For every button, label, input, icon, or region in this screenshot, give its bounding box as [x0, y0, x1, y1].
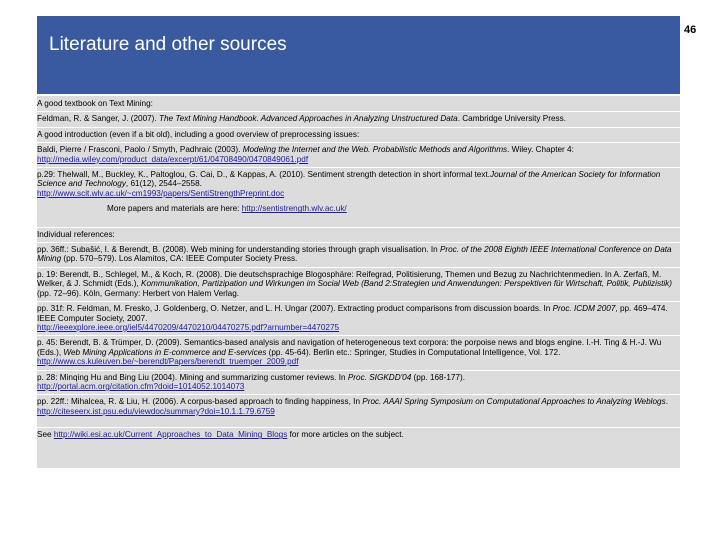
reference-text: pp. 36ff.: Subašić, I. & Berendt, B. (2008). Web mining for understanding stories through graph visualisation. In — [37, 245, 440, 255]
reference-link[interactable]: http://citeseerx.ist.psu.edu/viewdoc/summary?doi=10.1.1.79.6759 — [37, 406, 275, 416]
reference-baldi — [37, 144, 680, 166]
reference-berendt-2008 — [37, 269, 680, 300]
spacer — [37, 216, 680, 226]
reference-proceedings: Proc. SIGKDD'04 — [347, 372, 412, 382]
textbook-heading: A good textbook on Text Mining: — [37, 99, 153, 108]
reference-link[interactable]: http://portal.acm.org/citation.cfm?doid=1014052.1014073 — [37, 381, 245, 391]
divider — [37, 370, 680, 371]
divider — [37, 301, 680, 302]
more-papers-text: More papers and materials are here: — [107, 204, 242, 214]
more-papers-line — [37, 203, 680, 215]
see-also-text: for more articles on the subject. — [287, 430, 404, 440]
reference-text: . Cambridge University Press. — [457, 114, 566, 124]
divider — [37, 242, 680, 243]
reference-text: , 61(12), 2544–2558. — [125, 179, 202, 189]
reference-proceedings: Proc. of the 2008 Eighth IEEE International Conference on Data Mining — [37, 245, 672, 264]
reference-book: Kommunikation, Partizipation und Wirkungen im Social Web (Band 2:Strategien und Anwendungen: Perspektiven für Wirtschaft, Politik, Publizistik) — [141, 279, 672, 289]
reference-link[interactable]: http://www.cs.kuleuven.be/~berendt/Papers/berendt_truemper_2009.pdf — [37, 357, 299, 367]
reference-title: Modeling the Internet and the Web. Probabilistic Methods and Algorithms — [242, 145, 508, 155]
reference-title: The Text Mining Handbook. Advanced Approaches in Analyzing Unstructured Data — [158, 114, 458, 124]
divider — [37, 267, 680, 268]
reference-journal: Journal of the American Society for Information Science and Technology — [37, 170, 661, 189]
slide-title: Literature and other sources — [49, 34, 287, 55]
divider — [37, 394, 680, 395]
reference-text: . Wiley. Chapter 4: — [507, 145, 574, 155]
reference-mihalcea — [37, 396, 680, 418]
reference-link[interactable]: http://www.scit.wlv.ac.uk/~cm1993/papers/SentiStrengthPreprint.doc — [37, 188, 285, 198]
divider — [37, 111, 680, 112]
divider — [37, 427, 680, 428]
reference-text: (pp. 45-64). Berlin etc.: Springer, Studies in Computational Intelligence, Vol. 172. — [266, 347, 561, 357]
reference-thelwall — [37, 169, 680, 200]
reference-text: (pp. 570–579). Los Alamitos, CA: IEEE Computer Society Press. — [61, 254, 298, 264]
reference-text: p. 45: Berendt, B. & Trümper, D. (2009). Semantics-based analysis and navigation of heterogeneous text corpora: the porpoise news and blogs engine. I.-H. Ting & H.-J. Wu (Eds.), — [37, 338, 662, 357]
reference-text: Feldman, R. & Sanger, J. (2007). — [37, 114, 159, 124]
divider — [37, 142, 680, 143]
divider — [37, 227, 680, 228]
reference-text: Baldi, Pierre / Frasconi, Paolo / Smyth, Padhraic (2003). — [37, 145, 243, 155]
reference-book: Web Mining Applications in E-commerce and E-services — [63, 347, 267, 357]
reference-link[interactable]: http://ieeexplore.ieee.org/iel5/4470209/4470210/04470275.pdf?arnumber=4470275 — [37, 322, 340, 332]
reference-text: p. 19: Berendt, B., Schlegel, M., & Koch, R. (2008). Die deutschsprachige Blogosphäre: Reifegrad, Politisierung, Themen und Bezug zu Nachrichtenmedien. In A. Zerfaß, M. Welker, & J. Schmidt (Eds.), — [37, 269, 662, 289]
reference-hu-liu — [37, 372, 680, 394]
intro-heading: A good introduction (even if a bit old), including a good overview of preprocessing issues: — [37, 129, 360, 139]
divider — [37, 335, 680, 336]
reference-text: (pp. 72–96). Köln, Germany: Herbert von Halem Verlag. — [37, 288, 240, 298]
reference-text: (pp. 168-177). — [411, 372, 465, 382]
reference-text: . — [665, 397, 668, 407]
slide-header — [37, 16, 680, 94]
reference-text: pp. 22ff.: Mihalcea, R. & Liu, H. (2006). A corpus-based approach to finding happiness, In — [37, 397, 363, 407]
more-papers-link[interactable]: http://sentistrength.wlv.ac.uk/ — [241, 204, 347, 214]
reference-subasic — [37, 244, 680, 266]
references-panel — [37, 96, 680, 468]
reference-text: pp. 31f: R. Feldman, M. Fresko, J. Goldenberg, O. Netzer, and L. H. Ungar (2007). Extracting product comparisons from discussion boards. In — [37, 304, 553, 314]
reference-trumper — [37, 337, 680, 368]
reference-feldman-2007 — [37, 303, 680, 334]
see-also-link[interactable]: http://wiki.esi.ac.uk/Current_Approaches_to_Data_Mining_Blogs — [53, 430, 288, 440]
reference-proceedings: Proc. ICDM 2007 — [552, 304, 616, 314]
reference-text: p.29: Thelwall, M., Buckley, K., Paltoglou, G. Cai, D., & Kappas, A. (2010). Sentiment strength detection in short informal text. — [37, 170, 490, 180]
spacer — [37, 418, 680, 426]
reference-text: , pp. 469–474. IEEE Computer Society, 2007. — [37, 304, 668, 323]
individual-heading: Individual references: — [37, 229, 115, 239]
reference-link[interactable]: http://media.wiley.com/product_data/excerpt/61/04708490/0470849061.pdf — [37, 154, 309, 164]
reference-feldman-sanger — [37, 113, 680, 125]
reference-text: p. 28: Minqing Hu and Bing Liu (2004). Mining and summarizing customer reviews. In — [37, 372, 348, 382]
see-also-line — [37, 429, 680, 441]
see-also-text: See — [37, 430, 54, 440]
divider — [37, 127, 680, 128]
reference-proceedings: Proc. AAAI Spring Symposium on Computational Approaches to Analyzing Weblogs — [362, 397, 666, 407]
page-number: 46 — [684, 24, 697, 36]
divider — [37, 167, 680, 168]
